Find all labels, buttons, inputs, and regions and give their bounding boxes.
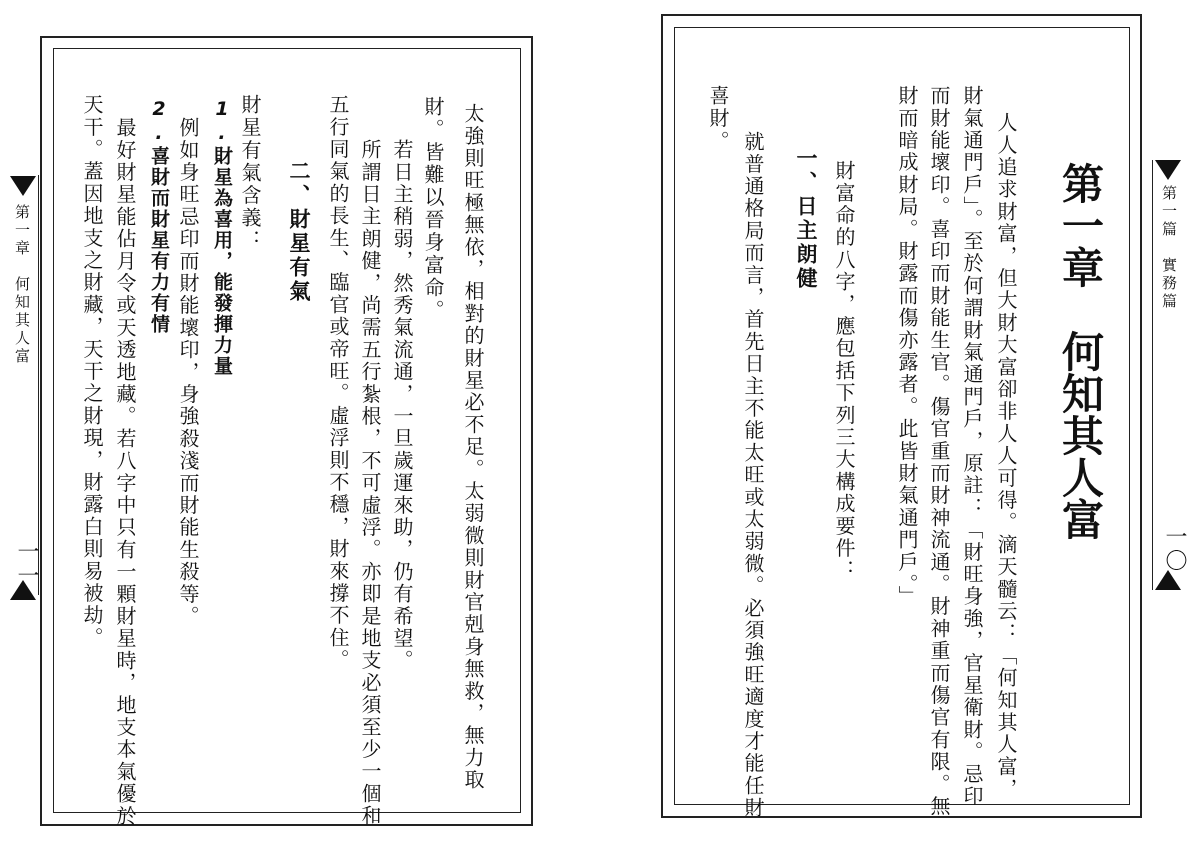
left-point-2-detail: 最好財星能佔月令或天透地藏。若八字中只有一顆財星時，地支本氣優於	[113, 117, 137, 828]
right-page-number: 一〇	[1162, 525, 1187, 573]
left-paragraph-1-cont: 財。皆難以晉身富命。	[421, 96, 445, 322]
right-paragraph-2: 財富命的八字，應包括下列三大構成要件：	[832, 160, 856, 582]
left-point-2-detail-cont: 天干。蓋因地支之財藏，天干之財現，財露白則易被劫。	[80, 94, 104, 649]
right-running-head: 第一篇 實務篇	[1160, 185, 1178, 311]
chapter-title: 第一章 何知其人富	[1056, 162, 1105, 540]
left-paragraph-1: 太強則旺極無依，相對的財星必不足。太弱微則財官剋身無救，無力取	[461, 103, 485, 792]
right-paragraph-1: 人人追求財富，但大財大富卻非人人可得。滴天髓云：「何知其人富，	[994, 112, 1018, 801]
right-margin-bottom-marker-icon	[1155, 570, 1181, 590]
point-2-number: 2.	[148, 98, 170, 146]
point-2-title: 喜財而財星有力有情	[148, 146, 170, 335]
right-section-heading: 一、日主朗健	[794, 147, 818, 291]
left-margin-rule	[38, 175, 39, 595]
right-paragraph-3: 就普通格局而言，首先日主不能太旺或太弱微。必須強旺適度才能任財	[741, 131, 765, 820]
point-1-title: 財星為喜用，能發揮力量	[211, 146, 233, 377]
left-paragraph-3-cont: 五行同氣的長生、臨官或帝旺。虛浮則不穩，財來撐不住。	[326, 94, 350, 672]
right-paragraph-3-cont: 喜財。	[706, 85, 730, 153]
left-running-head: 第一章 何知其人富	[13, 204, 31, 366]
right-paragraph-1-cont-b: 而財能壞印。喜印而財能生官。傷官重而財神流通。財神重而傷官有限。無	[927, 85, 951, 818]
left-point-1-detail: 例如身旺忌印而財能壞印，身強殺淺而財能生殺等。	[176, 117, 200, 628]
left-paragraph-2: 若日主稍弱，然秀氣流通，一旦歲運來助，仍有希望。	[390, 139, 414, 672]
left-paragraph-3: 所謂日主朗健，尚需五行紮根，不可虛浮。亦即是地支必須至少一個和	[358, 139, 382, 828]
left-section-heading: 二、財星有氣	[287, 160, 311, 304]
point-1-number: 1.	[211, 98, 233, 146]
right-paragraph-1-cont-a: 財氣通門戶」。至於何謂財氣通門戶，原註：「財旺身強，官星衛財。忌印	[960, 85, 984, 808]
right-paragraph-1-cont-c: 財而暗成財局。財露而傷亦露者。此皆財氣通門戶。」	[895, 85, 919, 608]
left-point-2	[146, 98, 173, 335]
left-intro: 財星有氣含義：	[238, 94, 262, 253]
left-page-number: 一一	[14, 540, 39, 588]
right-margin-top-marker-icon	[1155, 160, 1181, 180]
right-margin-rule	[1152, 160, 1153, 590]
left-point-1	[209, 98, 236, 377]
left-margin-top-marker-icon	[10, 176, 36, 196]
